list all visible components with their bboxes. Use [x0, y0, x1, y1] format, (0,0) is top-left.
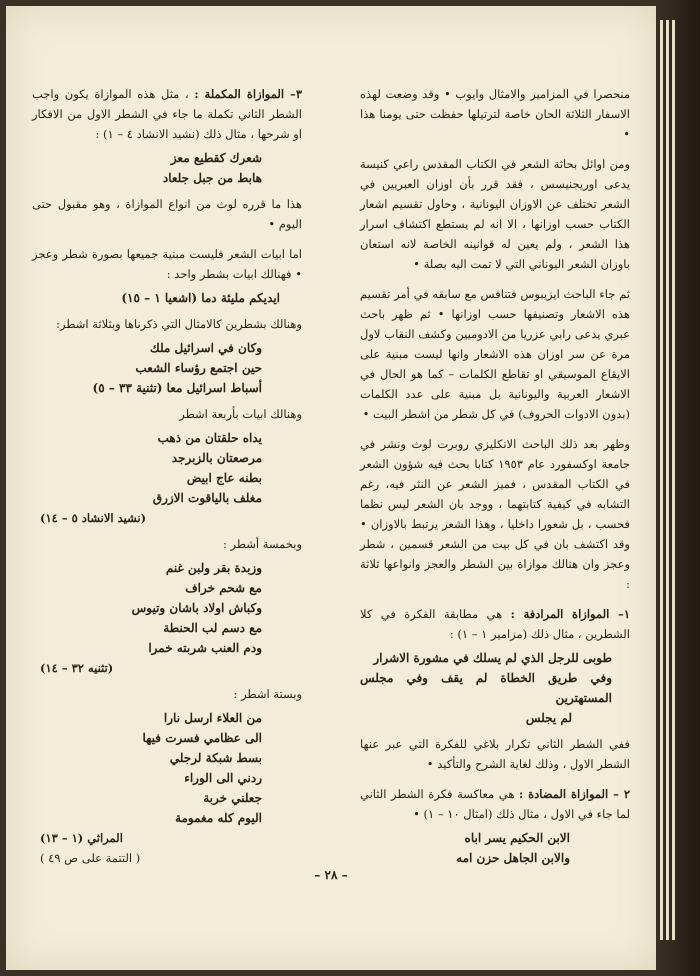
verse-line: ودم العنب شربته خمرا: [148, 641, 262, 655]
book-binding-edge: [656, 0, 700, 976]
section-text: هي مطابقة الفكرة في كلا الشطرين ، مثال ذلك (مزامير ١ – ١) :: [360, 607, 630, 641]
verse-line: بسط شبكة لرجلي: [169, 751, 262, 765]
verse-block: [32, 428, 302, 508]
verse-reference: (نشيد الانشاد ٥ – ١٤): [40, 511, 147, 525]
verse-line: طوبى للرجل الذي لم يسلك في مشورة الاشرار: [373, 651, 612, 665]
section-text: ، مثل هذه الموازاة يكون واجب الشطر الثاني تكملة ما جاء في الشطر الاول من الافكار او شرحها ، مثال ذلك (نشيد الانشاد ٤ – ١) :: [32, 87, 302, 141]
paragraph: وبستة اشطر :: [233, 687, 302, 701]
verse-block: [360, 828, 630, 868]
verse-line: مع شحم خراف: [185, 581, 262, 595]
verse-line: وكباش اولاد باشان وتيوس: [131, 601, 262, 615]
paragraph: ثم جاء الباحث ايزيبوس فتنافس مع سابقه في أمر تقسيم هذه الاشعار وتصنيفها حسب اوزانها • ثم ظهر باحث عبري يدعى رابي عزريا من الادوميين وكشف النقاب لاول مرة عن سر اوزان هذه الاشعار وانها ليست مبنية على الايقاع الموسيقي او تقاطع الكلمات – كما هو الحال في الاشعار العربية واليونانية بل مبنية على عدد الكلمات (بدون الادوات الحروف) في كل شطر من اشطر البيت •: [360, 287, 630, 421]
verse-line: اليوم كله مغمومة: [175, 811, 262, 825]
verse-line: والابن الجاهل حزن امه: [456, 851, 570, 865]
verse-line: الابن الحكيم يسر اباه: [464, 831, 570, 845]
verse-block: [360, 648, 630, 728]
verse-line: لم يجلس: [525, 711, 572, 725]
continuation-note: ( التتمة على ص ٤٩ ): [40, 851, 141, 865]
page-edge-strip: [672, 20, 675, 940]
verse-block: [32, 148, 302, 188]
verse-block: [32, 338, 302, 398]
paragraph: وبخمسة أشطر :: [222, 537, 302, 551]
section-parallel-synonymous: [360, 604, 630, 644]
verse-line: مغلف بالياقوت الازرق: [152, 491, 262, 505]
page-number: – ٢٨ –: [314, 868, 348, 882]
right-column: [360, 84, 630, 874]
verse-line: وزبدة بقر ولبن غنم: [165, 561, 262, 575]
verse-line: مرصعتان بالزبرجد: [171, 451, 262, 465]
paragraph: اما ابيات الشعر فليست مبنية جميعها بصورة شطر وعجز • فهنالك ابيات بشطر واحد :: [32, 247, 302, 281]
section-parallel-complementary: [32, 84, 302, 144]
paragraph: وهنالك بشطرين كالامثال التي ذكرناها وبثلاثة اشطر:: [56, 317, 302, 331]
verse-block: [32, 288, 302, 308]
paragraph: منحصرا في المزامير والامثال وايوب • وقد وضعت لهذه الاسفار الثلاثة الحان خاصة لترتيلها حفظت حتى يومنا هذا •: [360, 87, 630, 141]
verse-line: من العلاء ارسل نارا: [163, 711, 262, 725]
verse-line: مع دسم لب الحنطة: [163, 621, 262, 635]
section-heading: ٢ – الموازاة المضادة :: [518, 787, 630, 801]
verse-line: وكان في اسرائيل ملك: [149, 341, 262, 355]
paragraph: ففي الشطر الثاني تكرار بلاغي للفكرة التي عبر عنها الشطر الاول ، وذلك لغاية الشرح والتأكيد •: [360, 737, 630, 771]
verse-line: حين اجتمع رؤساء الشعب: [135, 361, 262, 375]
verse-line: جعلني خربة: [203, 791, 262, 805]
paragraph: ومن اوائل بحاثة الشعر في الكتاب المقدس راعي كنيسة يدعى اوريجنيسس ، فقد قرر بأن اوزان العبريين في الشعر تختلف عن الاوزان اليونانية ، وحاول تقسيم اشعار الكتاب حسب اوزانها ، الا انه لم يستطع اكتشاف اسرار هذا الشعر ، ولم يعين له قوانينه الخاصة لانه استعان باوزان الشعر اليوناني التي لا تمت اليه بصلة •: [360, 157, 630, 271]
verse-line: الى عظامي فسرت فيها: [142, 731, 262, 745]
left-column: [32, 84, 302, 868]
verse-line: يداه حلقتان من ذهب: [157, 431, 262, 445]
section-heading: ٣– الموازاة المكملة :: [194, 87, 302, 101]
section-text: هي معاكسة فكرة الشطر الثاني لما جاء في الاول ، مثال ذلك (امثال ١٠ – ١) •: [360, 787, 630, 821]
verse-line: ايديكم مليئة دما (اشعيا ١ – ١٥): [121, 291, 280, 305]
paragraph: وهنالك ابيات بأربعة اشطر: [179, 407, 302, 421]
page-edge-strip: [660, 20, 663, 940]
verse-block: [32, 558, 302, 658]
section-parallel-antithetic: [360, 784, 630, 824]
verse-line: وفي طريق الخطاة لم يقف وفي مجلس المستهترين: [360, 671, 612, 705]
verse-line: شعرك كقطيع معز: [170, 151, 262, 165]
verse-block: [32, 708, 302, 828]
verse-line: أسباط اسرائيل معا (تثنية ٣٣ – ٥): [92, 381, 262, 395]
document-page: [6, 6, 656, 970]
paragraph: هذا ما قرره لوث من انواع الموازاة ، وهو مقبول حتى اليوم •: [32, 197, 302, 231]
verse-reference: (تثنيه ٣٢ – ١٤): [40, 661, 114, 675]
paragraph: وظهر بعد ذلك الباحث الانكليزي روبرت لوث ونشر في جامعة اوكسفورد عام ١٩٥٣ كتابا بحث فيه شؤون الشعر في الكتاب المقدس ، فميز الشعر عن النثر فيه، رغم التشابه في كيفية كتابتهما ، ووجد بان الشعر ليس نظما فحسب ، بل شعورا داخليا ، وهذا الشعر يرتبط بالاوزان • وقد اكتشف بان في كل بيت من الشعر قسمين ، شطر وعجز وان هنالك موازاة بين الشطر والعجز وانواعها ثلاثة :: [360, 437, 630, 591]
verse-line: ردني الى الوراء: [184, 771, 262, 785]
verse-line: هابط من جبل جلعاد: [162, 171, 262, 185]
verse-reference: المراثي (١ – ١٣): [40, 831, 123, 845]
page-edge-strip: [666, 20, 669, 940]
verse-line: بطنه عاج ابيض: [186, 471, 262, 485]
section-heading: ١– الموازاة المرادفة :: [510, 607, 630, 621]
